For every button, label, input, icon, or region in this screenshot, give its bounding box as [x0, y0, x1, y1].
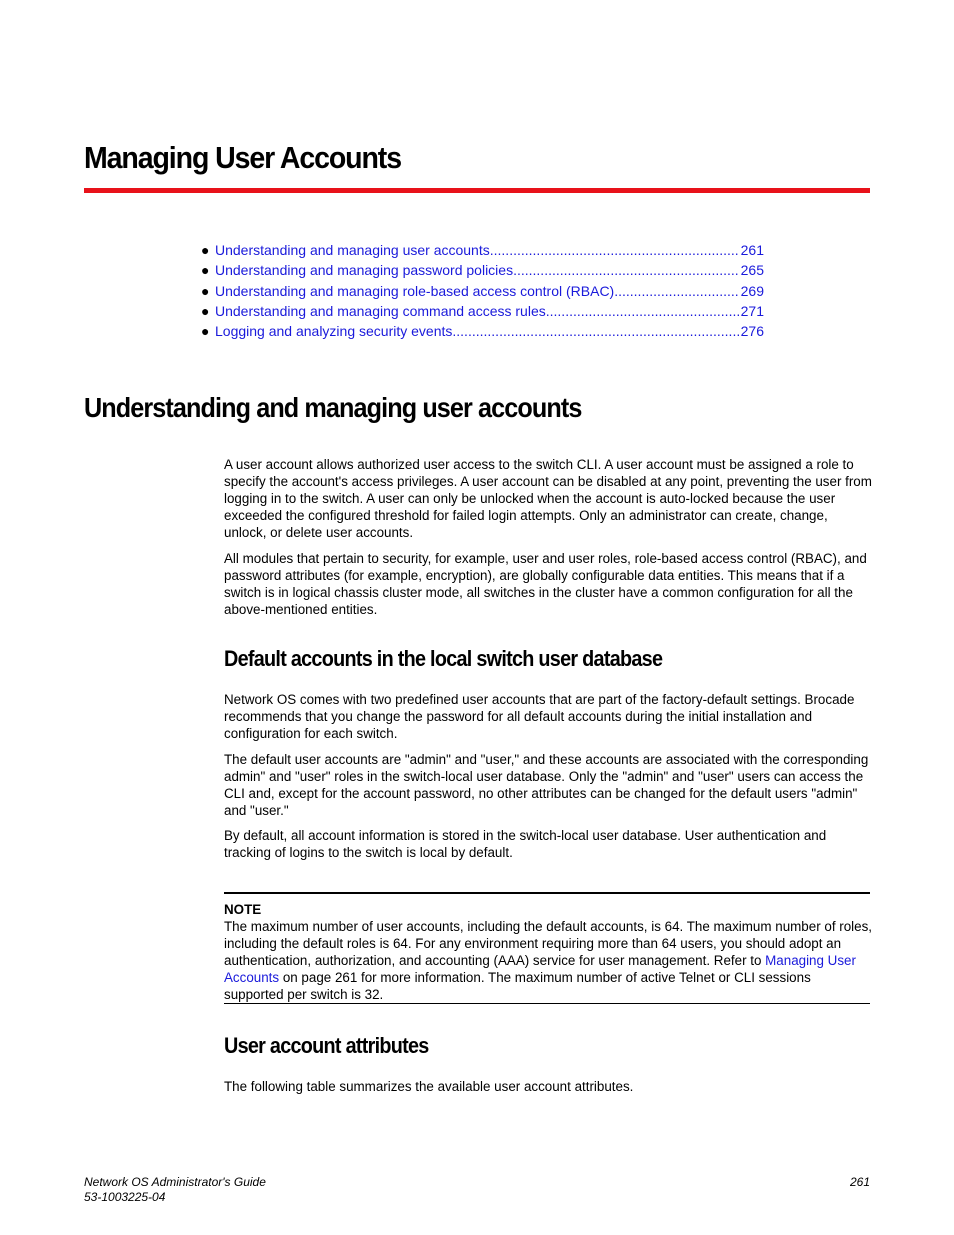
toc-leader-dots	[452, 321, 738, 341]
toc-item-label[interactable]: Understanding and managing password policies	[215, 262, 514, 279]
paragraph: By default, all account information is stored in the switch-local user database. User authentication and tracking of logins to the switch is local by default.	[224, 828, 827, 860]
toc-leader-dots	[513, 260, 739, 280]
footer-page-number: 261	[849, 1175, 870, 1189]
toc-item[interactable]	[201, 240, 764, 260]
paragraph: The following table summarizes the available user account attributes.	[224, 1079, 634, 1094]
paragraph: A user account allows authorized user access to the switch CLI. A user account must be assigned a role to specify the account's access privileges. A user account can be disabled at any point, preventing the user from logging in to the switch. A user can only be unlocked when the account is auto-locked because the user exceeded the configured threshold for failed login attempts. Only an administrator can create, change, unlock, or delete user accounts.	[224, 457, 872, 540]
toc-item-page[interactable]: 271	[740, 302, 764, 319]
bullet-icon: ●	[201, 242, 210, 258]
toc-item[interactable]	[201, 260, 764, 280]
footer-doc-number: 53-1003225-04	[84, 1190, 166, 1204]
toc-item[interactable]	[201, 301, 764, 321]
paragraph: The default user accounts are "admin" and "user," and these accounts are associated with the corresponding admin" and "user" roles in the switch-local user database. Only the "admin" and "user" users can access the CLI and, except for the account password, no other attributes can be changed for the default users "admin" and "user."	[224, 752, 869, 818]
note-label: NOTE	[224, 902, 262, 917]
toc-item[interactable]	[201, 321, 764, 341]
toc-item-page[interactable]: 276	[740, 323, 764, 340]
bullet-icon: ●	[201, 323, 210, 340]
note-top-rule	[224, 892, 870, 894]
note-text-after: on page 261 for more information. The maximum number of active Telnet or CLI sessions supported per switch is 32.	[224, 970, 811, 1002]
section-heading: Understanding and managing user accounts	[84, 392, 582, 423]
toc-item-page[interactable]: 269	[740, 282, 764, 299]
chapter-title-rule	[84, 188, 870, 193]
note-text-before: The maximum number of user accounts, including the default accounts, is 64. The maximum number of roles, including the default roles is 64. For any environment requiring more than 64 users, you should adopt an authentication, authorization, and accounting (AAA) service for user management. Refer to	[224, 919, 873, 968]
toc-item[interactable]	[201, 281, 764, 301]
bullet-icon: ●	[201, 302, 210, 319]
footer-doc-info	[84, 1175, 266, 1205]
toc-item-label[interactable]: Logging and analyzing security events	[215, 323, 453, 340]
chapter-link[interactable]: Managing User Accounts	[224, 953, 856, 985]
toc-item-label[interactable]: Understanding and managing user accounts	[215, 242, 490, 258]
toc-item-page[interactable]: 265	[740, 262, 764, 279]
footer-doc-title: Network OS Administrator's Guide	[84, 1175, 266, 1189]
toc-item-label[interactable]: Understanding and managing role-based access control (RBAC)	[215, 282, 615, 299]
chapter-title: Managing User Accounts	[84, 140, 401, 175]
toc-leader-dots	[614, 281, 738, 301]
subsection-heading: Default accounts in the local switch user database	[224, 646, 663, 671]
paragraph: All modules that pertain to security, for example, user and user roles, role-based access control (RBAC), and password attributes (for example, encryption), are globally configurable data entities. This means that if a switch is in logical chassis cluster mode, all switches in the cluster have a common configuration for all the above-mentioned entities.	[224, 551, 867, 617]
toc-leader-dots	[490, 240, 739, 260]
paragraph: Network OS comes with two predefined user accounts that are part of the factory-default settings. Brocade recommends that you change the password for all default accounts during the initial installation and configuration for each switch.	[224, 692, 855, 741]
note-bottom-rule	[224, 1003, 870, 1004]
toc-item-page[interactable]: 261	[740, 242, 764, 258]
subsection-heading: User account attributes	[224, 1033, 429, 1058]
toc-item-label[interactable]: Understanding and managing command access rules	[215, 302, 546, 319]
bullet-icon: ●	[201, 282, 210, 299]
toc-leader-dots	[546, 301, 739, 321]
bullet-icon: ●	[201, 262, 210, 279]
note-text	[224, 918, 872, 1003]
chapter-toc	[201, 240, 764, 341]
